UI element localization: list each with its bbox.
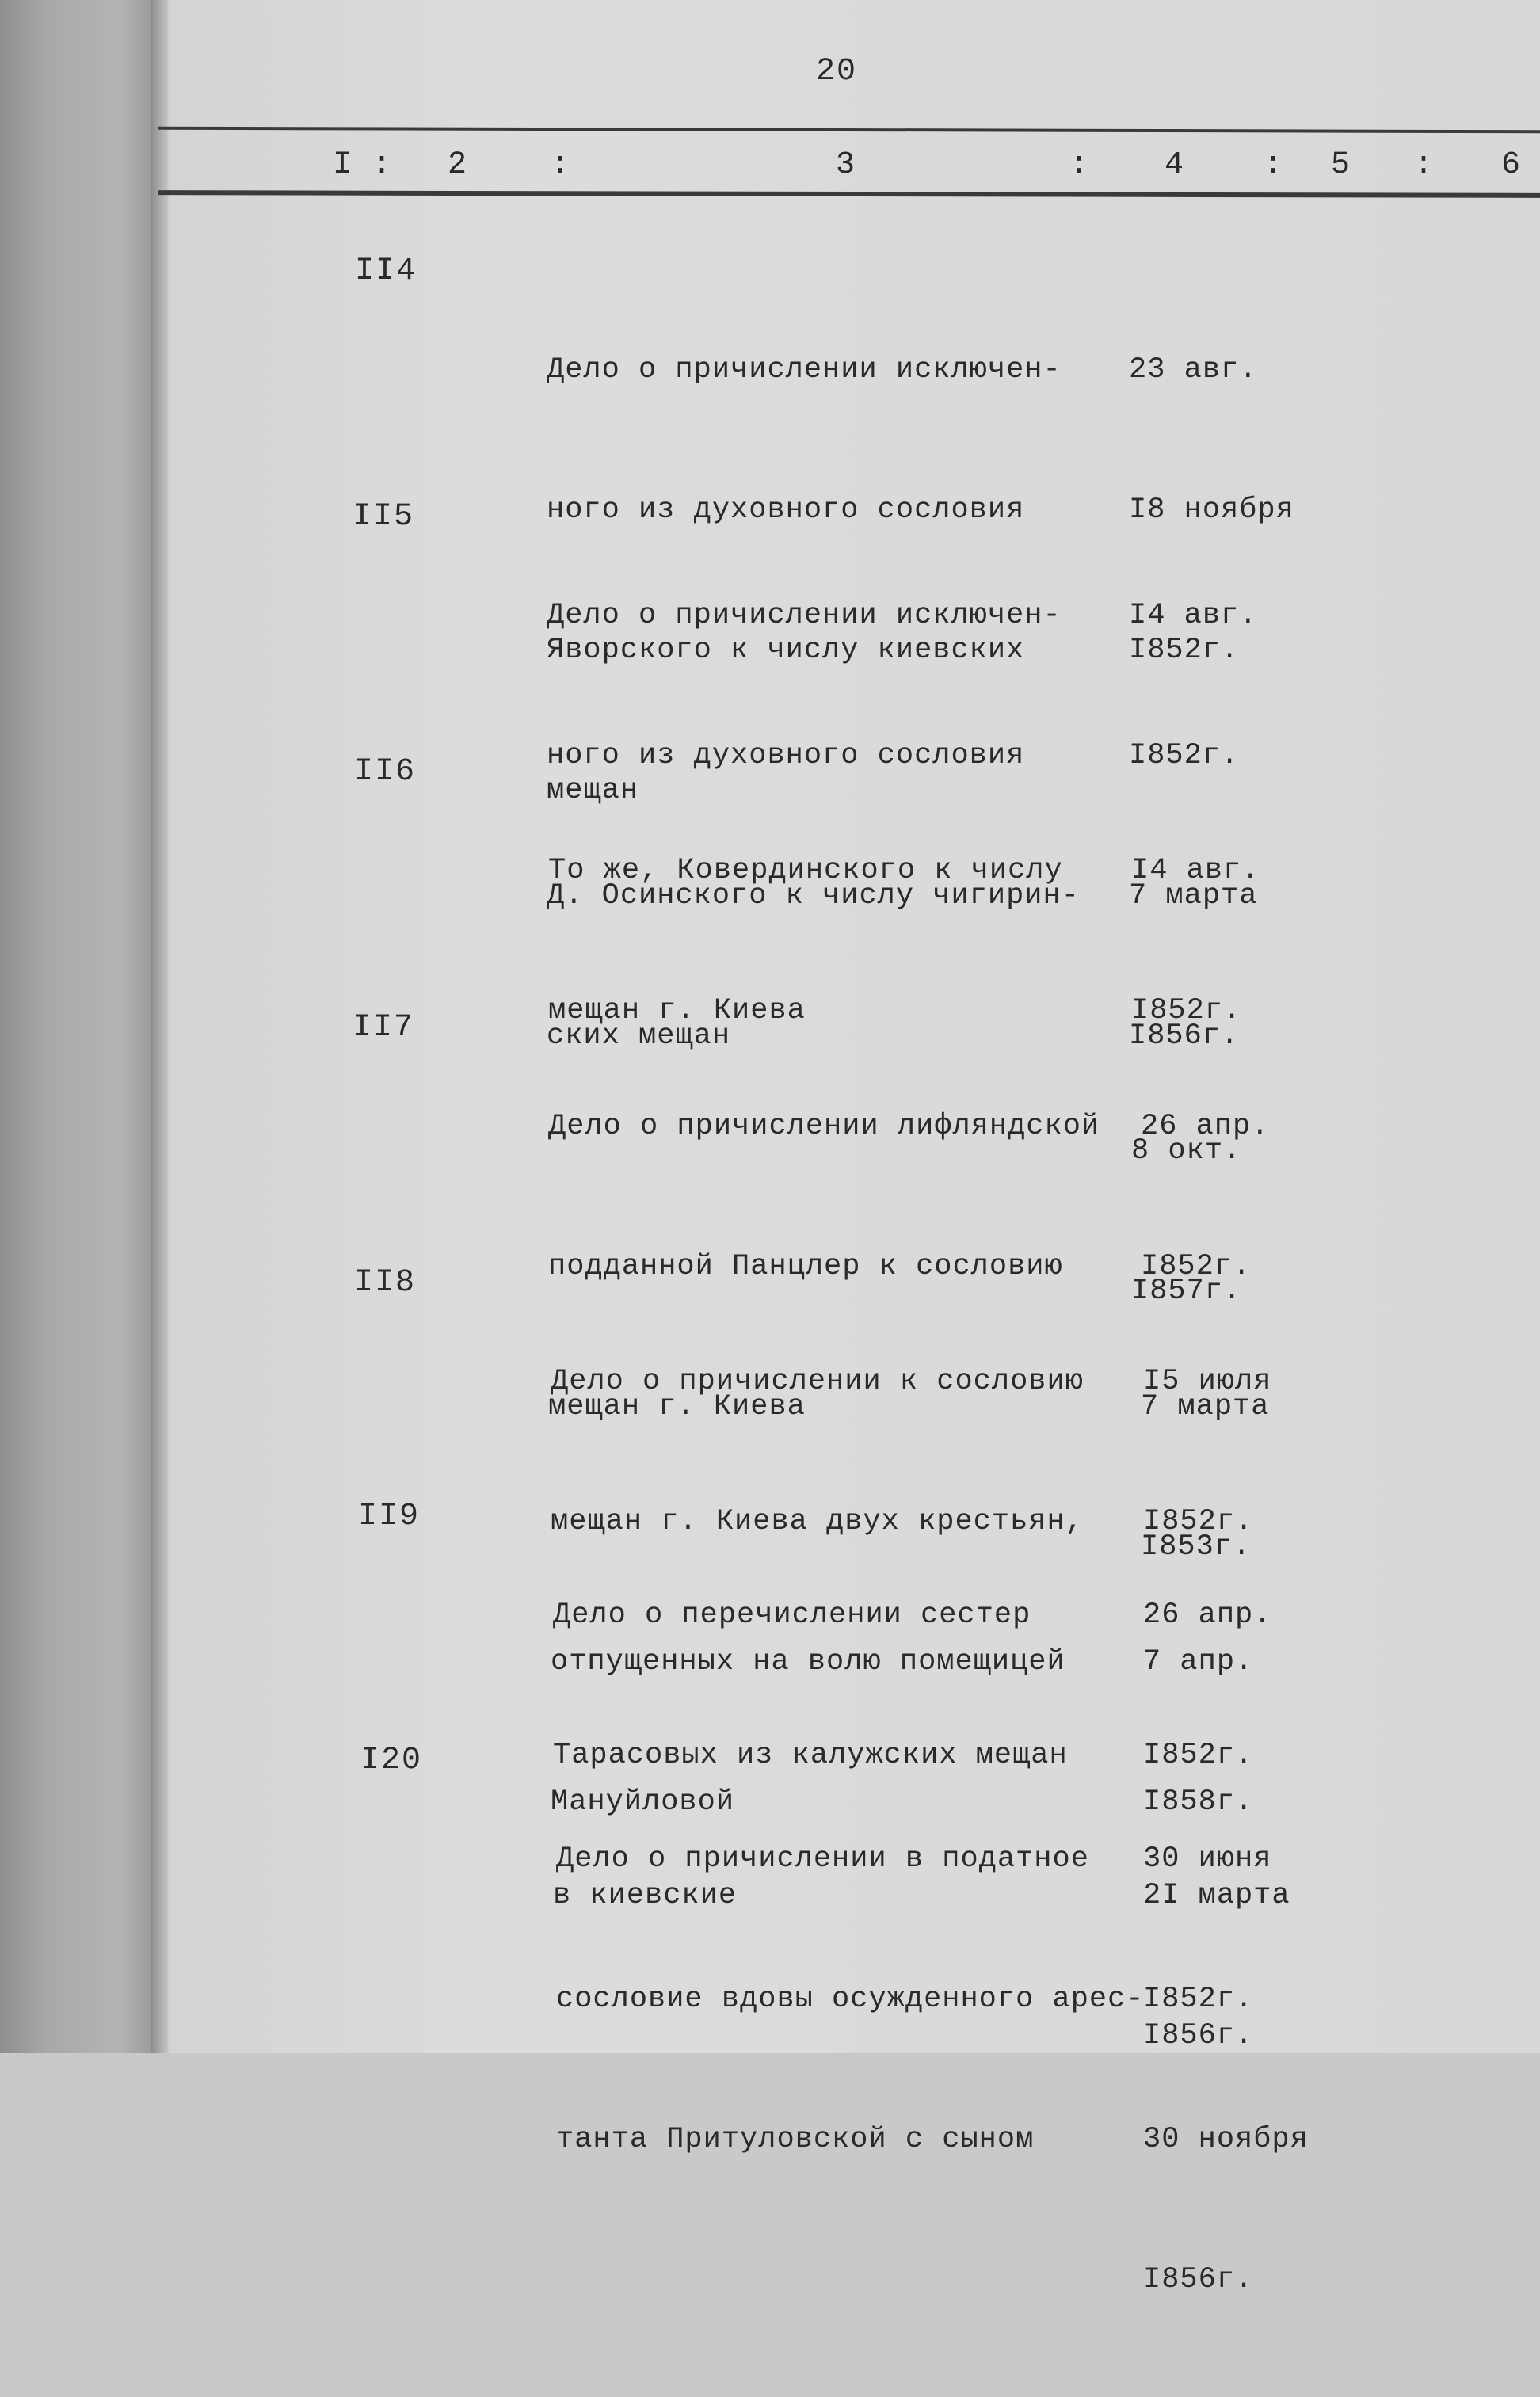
date-line: I8 ноября (1129, 494, 1294, 527)
column-header-5: 5 (1331, 147, 1351, 183)
date-line: I858г. (1143, 1785, 1254, 1819)
header-rule-top (158, 127, 1540, 134)
entry-number: II4 (355, 253, 417, 289)
column-separator: : (372, 147, 392, 183)
description-line: Дело о причислении исключен- (547, 353, 1062, 387)
description-line: в киевские (553, 1879, 738, 1912)
date-line: I856г. (1129, 1019, 1240, 1053)
description-line: сословие вдовы осужденного арес- (556, 1983, 1145, 2016)
date-line: 30 ноября (1143, 2123, 1309, 2156)
description-line: мещан г. Киева (548, 994, 806, 1027)
column-separator: : (1414, 147, 1434, 183)
description-line: ного из духовного сословия (547, 494, 1025, 527)
date-line: I852г. (1143, 1739, 1254, 1772)
date-line: I852г. (1141, 1250, 1252, 1283)
entry-number: II5 (353, 499, 415, 535)
column-header-2: 2 (448, 147, 467, 183)
date-line: 7 марта (1141, 1390, 1270, 1423)
date-line: I852г. (1129, 739, 1240, 772)
header-rule-bottom (158, 190, 1540, 198)
description-line: Тарасовых из калужских мещан (553, 1739, 1068, 1772)
entry-number: II7 (353, 1010, 415, 1046)
description-line: ного из духовного сословия (547, 739, 1025, 772)
description-line: мещан (547, 774, 639, 807)
description-line: мещан г. Киева (548, 1390, 806, 1423)
date-line: I853г. (1141, 1530, 1252, 1564)
date-line: 7 апр. (1143, 1645, 1254, 1679)
date-line: 8 окт. (1131, 1134, 1242, 1168)
description-line: подданной Панцлер к сословию (548, 1250, 1063, 1283)
date-line: 23 авг. (1129, 353, 1258, 387)
description-line: Дело о причислении лифляндской (548, 1110, 1100, 1143)
description-line: Дело о причислении в податное (556, 1843, 1089, 1876)
description-line: Дело о перечислении сестер (553, 1599, 1031, 1632)
entry-description (556, 1743, 1145, 2257)
description-line: ских мещан (547, 1019, 731, 1053)
column-header-1: I (333, 147, 353, 183)
description-line: танта Притуловской с сыном (556, 2123, 1035, 2156)
book-spine-shadow (151, 0, 168, 2053)
description-line: Дело о причислении исключен- (547, 599, 1062, 632)
column-header-4: 4 (1165, 147, 1184, 183)
entry-number: II9 (358, 1499, 421, 1534)
column-separator: : (1264, 147, 1283, 183)
description-line: Яворского к числу киевских (547, 634, 1025, 667)
entry-number: II8 (354, 1265, 417, 1301)
entry-number: I20 (360, 1743, 423, 1778)
date-line: I856г. (1143, 2263, 1254, 2296)
column-header-6: 6 (1501, 147, 1521, 183)
date-line: I857г. (1131, 1275, 1242, 1308)
description-line: Дело о причислении к сословию (551, 1365, 1084, 1398)
description-line: То же, Ковердинского к числу (548, 854, 1063, 887)
date-line: I856г. (1143, 2019, 1254, 2052)
column-separator: : (551, 147, 570, 183)
date-line: 2I марта (1143, 1879, 1290, 1912)
date-line: I5 июля (1143, 1365, 1272, 1398)
page-number: 20 (816, 54, 858, 90)
description-line: мещан г. Киева двух крестьян, (551, 1505, 1084, 1538)
description-line: Мануйловой (551, 1785, 735, 1819)
date-line: I852г. (1143, 1983, 1254, 2016)
column-separator: : (1069, 147, 1089, 183)
description-line: отпущенных на волю помещицей (551, 1645, 1065, 1679)
date-line: 30 июня (1143, 1843, 1272, 1876)
column-header-3: 3 (836, 147, 856, 183)
date-line: 7 марта (1129, 879, 1258, 913)
date-line: 26 апр. (1143, 1599, 1272, 1632)
date-line: I852г. (1129, 634, 1240, 667)
date-line: I4 авг. (1131, 854, 1260, 887)
date-line: 26 апр. (1141, 1110, 1270, 1143)
entry-number: II6 (354, 754, 417, 790)
description-line: Д. Осинского к числу чигирин- (547, 879, 1080, 913)
date-line: I4 авг. (1129, 599, 1258, 632)
date-line: I852г. (1131, 994, 1242, 1027)
entry-dates (1143, 1743, 1309, 2397)
date-line: I852г. (1143, 1505, 1254, 1538)
